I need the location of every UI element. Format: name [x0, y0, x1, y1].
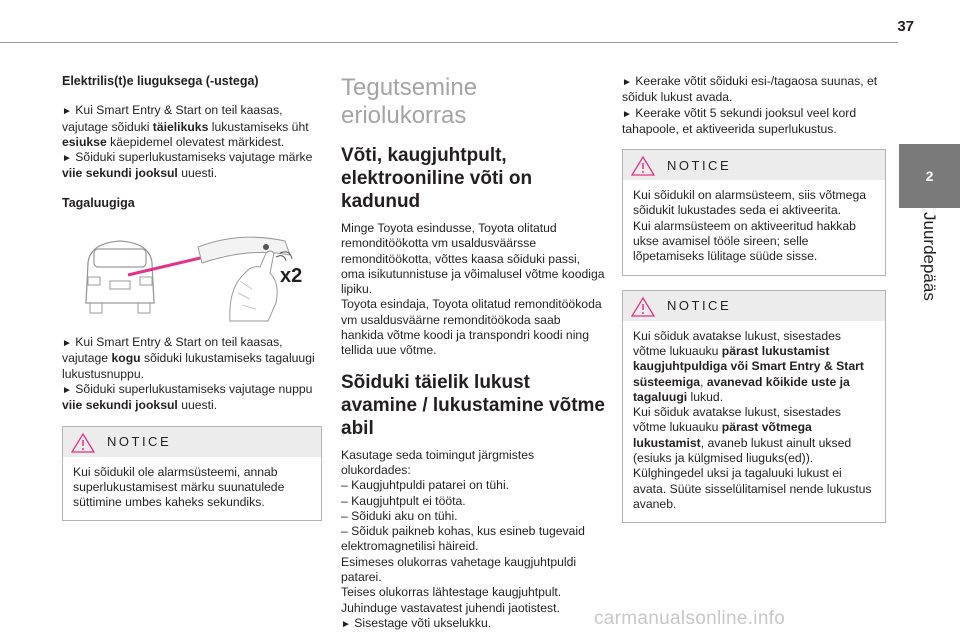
bold-text: avanevad kõikide uste ja tagaluugi	[633, 374, 850, 404]
text: lukud. Kui sõiduk avatakse lukust, sisestades võtme lukuauku	[633, 389, 841, 435]
bullet-arrow-icon: ►	[622, 108, 632, 120]
notice-header	[63, 427, 321, 457]
text: uuesti.	[177, 398, 218, 413]
chapter-title: Juurdepääs	[920, 212, 939, 301]
warning-triangle-icon	[631, 297, 655, 317]
bold-text: täielikuks	[152, 119, 209, 134]
notice-header	[623, 291, 885, 321]
text: Keerake võtit sõiduki esi-/tagaosa suunas, et sõiduk lukust avada.	[622, 74, 878, 105]
column-3	[622, 74, 886, 537]
chapter-tab[interactable]: 2	[899, 144, 960, 208]
subheading-tailgate: Tagaluugiga	[62, 195, 135, 210]
section-text: Kasutage seda toimingut järgmistes olukordades: – Kaugjuhtpuldi patarei on tühi. – Kaugjuhtpult ei tööta. – Sõiduki aku on tühi. – Sõiduk paikneb kohas, kus esineb tugevaid elektromagnetilisi häireid. Esimeses olukorras vahetage kaugjuhtpuldi patarei. Teises olukorras lähtestage kaugjuhtpult. Juhinduge vastavatest juhendi jaotistest.	[341, 447, 585, 615]
paragraph	[62, 150, 322, 182]
car-rear-icon	[80, 233, 310, 323]
page-number: 37	[897, 18, 914, 35]
bold-text: pärast lukustamist kaugjuhtpuldiga või Smart Entry & Start süsteemiga	[633, 343, 864, 389]
header-rule	[0, 42, 898, 43]
paragraph	[341, 616, 605, 632]
text: ,	[700, 374, 707, 389]
text: , avaneb lukust ainult uksed (esiuks ja külgmised liuguks(ed)). Külghingedel uksi ja tagaluuki lukust ei avata. Süüte sisselülitamisel nende lukustus avaneb.	[633, 435, 872, 511]
notice-box	[62, 426, 322, 522]
text: käepidemel olevatest märkidest.	[106, 134, 285, 149]
notice-title: NOTICE	[667, 157, 732, 173]
text: Kui Smart Entry & Start on teil kaasas, vajutage	[62, 335, 283, 366]
warning-triangle-icon	[631, 156, 655, 176]
column-1	[62, 74, 322, 535]
bold-text: kogu	[111, 351, 141, 366]
section-heading-sliding-doors: Elektrilis(t)e liuguksega (-ustega)	[62, 74, 259, 88]
notice-box	[622, 290, 886, 524]
tailgate-button-illustration	[80, 233, 310, 323]
warning-triangle-icon	[71, 433, 95, 453]
bullet-arrow-icon: ►	[62, 384, 72, 396]
watermark: carmanualsonline.info	[594, 608, 786, 629]
notice-box	[622, 149, 886, 275]
notice-title: NOTICE	[667, 298, 732, 314]
section-text: Minge Toyota esindusse, Toyota olitatud remonditöökotta vm usaldusväärsse remonditöökotta, võttes kaasa sõiduki passi, oma isikutunnistuse ja võimalusel võtme koodiga lipiku. Toyota esindaja, Toyota olitatud remonditöökoda vm usaldusväärne remonditöökoda saab hankida võtme koodi ja transpondri koodi ning tellida uue võtme.	[341, 221, 605, 358]
bullet-arrow-icon: ►	[62, 106, 72, 118]
press-twice-label: x2	[280, 265, 303, 288]
paragraph	[622, 106, 886, 138]
column-2	[341, 74, 605, 632]
notice-text	[623, 321, 885, 523]
paragraph	[622, 74, 886, 106]
text: Sisestage võti ukselukku.	[350, 615, 492, 630]
paragraph	[62, 103, 322, 150]
text: sõiduki lukustamiseks tagaluugi lukustusnuppu.	[62, 351, 315, 381]
notice-text: Kui sõidukil on alarmsüsteem, siis võtmega sõidukit lukustades seda ei aktiveerita. Kui alarmsüsteem on aktiveeritud hakkab ukse avamisel tööle sireen; selle lõpetamiseks lülitage süüde sisse.	[633, 188, 867, 264]
notice-title: NOTICE	[107, 433, 172, 449]
text: lukustamiseks üht	[208, 119, 309, 134]
notice-text: Kui sõidukil ole alarmsüsteemi, annab superlukustamisest märku suunatulede süttimine umbes kaheks sekundiks.	[73, 464, 285, 510]
text: uuesti.	[177, 166, 218, 181]
bullet-arrow-icon: ►	[622, 77, 632, 88]
bullet-arrow-icon: ►	[62, 338, 72, 350]
notice-header	[623, 150, 885, 180]
bold-text: esiukse	[62, 134, 107, 149]
bullet-arrow-icon: ►	[62, 153, 72, 165]
text: Kui Smart Entry & Start on teil kaasas, vajutage sõiduki	[62, 103, 283, 134]
text: Sõiduki superlukustamiseks vajutage märke	[71, 150, 313, 165]
bullet-arrow-icon: ►	[341, 618, 351, 630]
text: Keerake võtit 5 sekundi jooksul veel kord tahapoole, et aktiveerida superlukustus.	[622, 105, 857, 136]
paragraph	[62, 335, 322, 382]
paragraph	[62, 382, 322, 414]
chapter-heading: Tegutsemine eriolukorras	[341, 74, 478, 129]
bold-text: viie sekundi jooksul	[62, 166, 178, 181]
section-heading-lost-key: Võti, kaugjuhtpult, elektrooniline võti on kadunud	[341, 145, 533, 212]
text: Sõiduki superlukustamiseks vajutage nuppu	[71, 381, 313, 396]
section-heading-key-locking: Sõiduki täielik lukust avamine / lukustamine võtme abil	[341, 371, 605, 439]
chapter-side-title	[899, 208, 960, 328]
text: Kui sõiduk avatakse lukust, sisestades võtme lukuauku	[633, 328, 841, 358]
bold-text: viie sekundi jooksul	[62, 398, 178, 413]
bold-text: pärast võtmega lukustamist	[633, 420, 812, 450]
